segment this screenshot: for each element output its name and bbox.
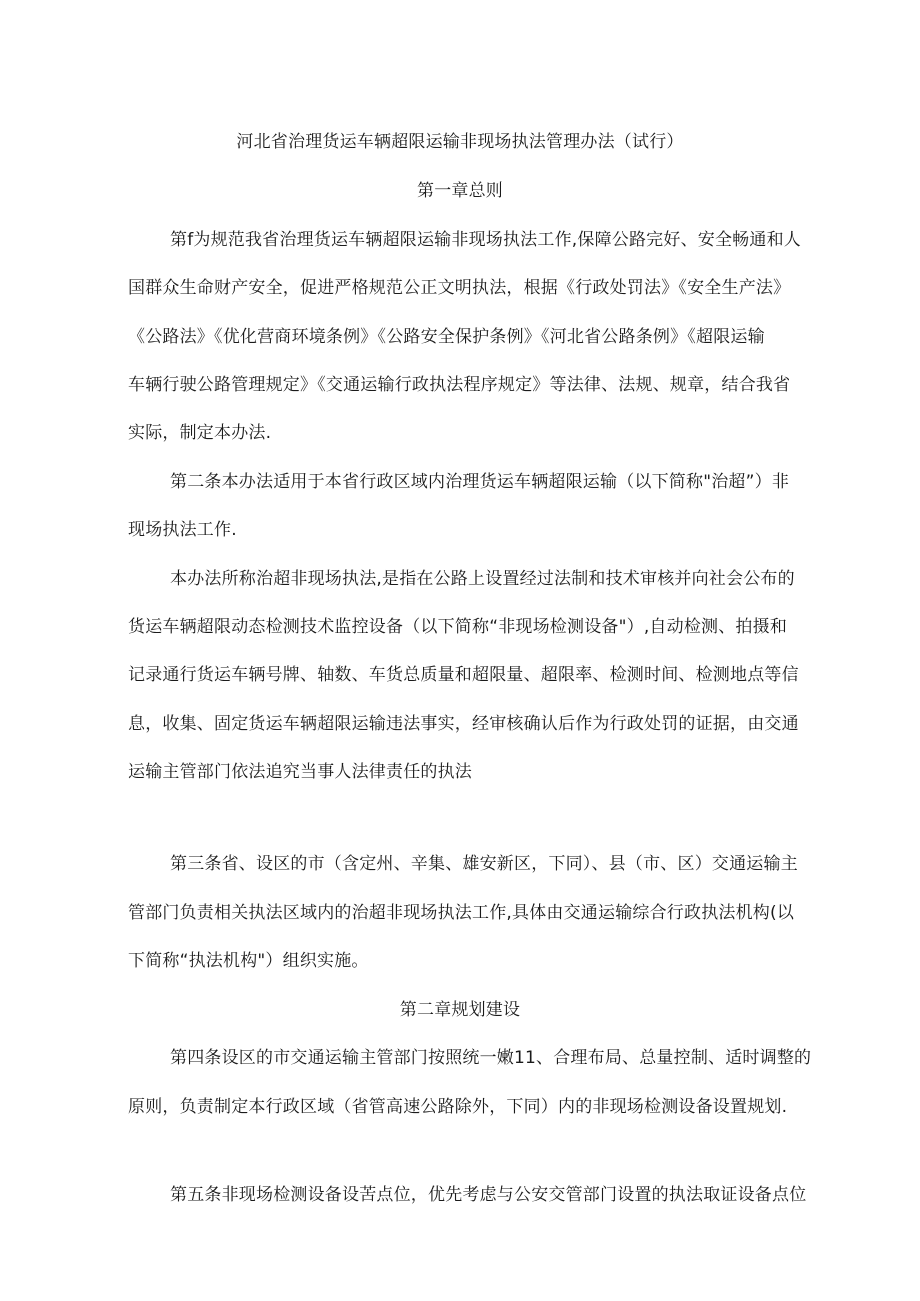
article-2-para-2-line-5: 运输主管部门依法追究当事人法律责任的执法 — [128, 762, 472, 782]
article-1-line-1: 第f为规范我省治理货运车辆超限运输非现场执法工作,保障公路完好、安全畅通和人 — [170, 230, 801, 250]
article-2-para-2-line-1: 本办法所称治超非现场执法,是指在公路上设置经过法制和技术审核并向社会公布的 — [170, 569, 795, 589]
article-1-line-3: 《公路法》《优化营商环境条例》《公路安全保护条例》《河北省公路条例》《超限运输 — [128, 327, 765, 347]
article-5-line-1: 第五条非现场检测设备设苦点位，优先考虑与公安交管部门设置的执法取证设备点位 — [170, 1185, 807, 1205]
chapter-2-heading: 第二章规划建设 — [399, 1000, 521, 1020]
article-2-para-2-line-4: 息，收集、固定货运车辆超限运输违法事实，经审核确认后作为行政处罚的证据，由交通 — [128, 714, 799, 734]
document-title: 河北省治理货运车辆超限运输非现场执法管理办法（试行） — [236, 132, 684, 152]
article-2-line-1: 第二条本办法适用于本省行政区域内治理货运车辆超限运输（以下简称"治超”）非 — [170, 472, 790, 492]
article-3-line-2: 管部门负责相关执法区域内的治超非现场执法工作,具体由交通运输综合行政执法机构(以 — [128, 903, 795, 923]
article-2-line-2: 现场执法工作. — [128, 520, 237, 540]
article-2-para-2-line-2: 货运车辆超限动态检测技术监控设备（以下简称“非现场检测设备"）,自动检测、拍摄和 — [128, 617, 788, 637]
chapter-1-heading: 第一章总则 — [417, 181, 503, 201]
article-2-para-2-line-3: 记录通行货运车辆号牌、轴数、车货总质量和超限量、超限率、检测时间、检测地点等信 — [128, 665, 799, 685]
article-1-line-4: 车辆行驶公路管理规定》《交通运输行政执法程序规定》等法律、法规、规章，结合我省 — [128, 375, 791, 395]
article-4-line-1: 第四条设区的市交通运输主管部门按照统一嫩11、合理布局、总量控制、适时调整的 — [170, 1048, 812, 1068]
article-3-line-1: 第三条省、设区的市（含定州、辛集、雄安新区，下同）、县（市、区）交通运输主 — [170, 854, 798, 874]
article-3-line-3: 下简称“执法机构"）组织实施。 — [128, 951, 369, 971]
article-1-line-2: 国群众生命财产安全，促进严格规范公正文明执法，根据《行政处罚法》《安全生产法》 — [128, 278, 791, 298]
article-4-line-2: 原则，负责制定本行政区域（省管高速公路除外，下同）内的非现场检测设备设置规划. — [128, 1097, 788, 1117]
article-1-line-5: 实际，制定本办法. — [128, 423, 272, 443]
